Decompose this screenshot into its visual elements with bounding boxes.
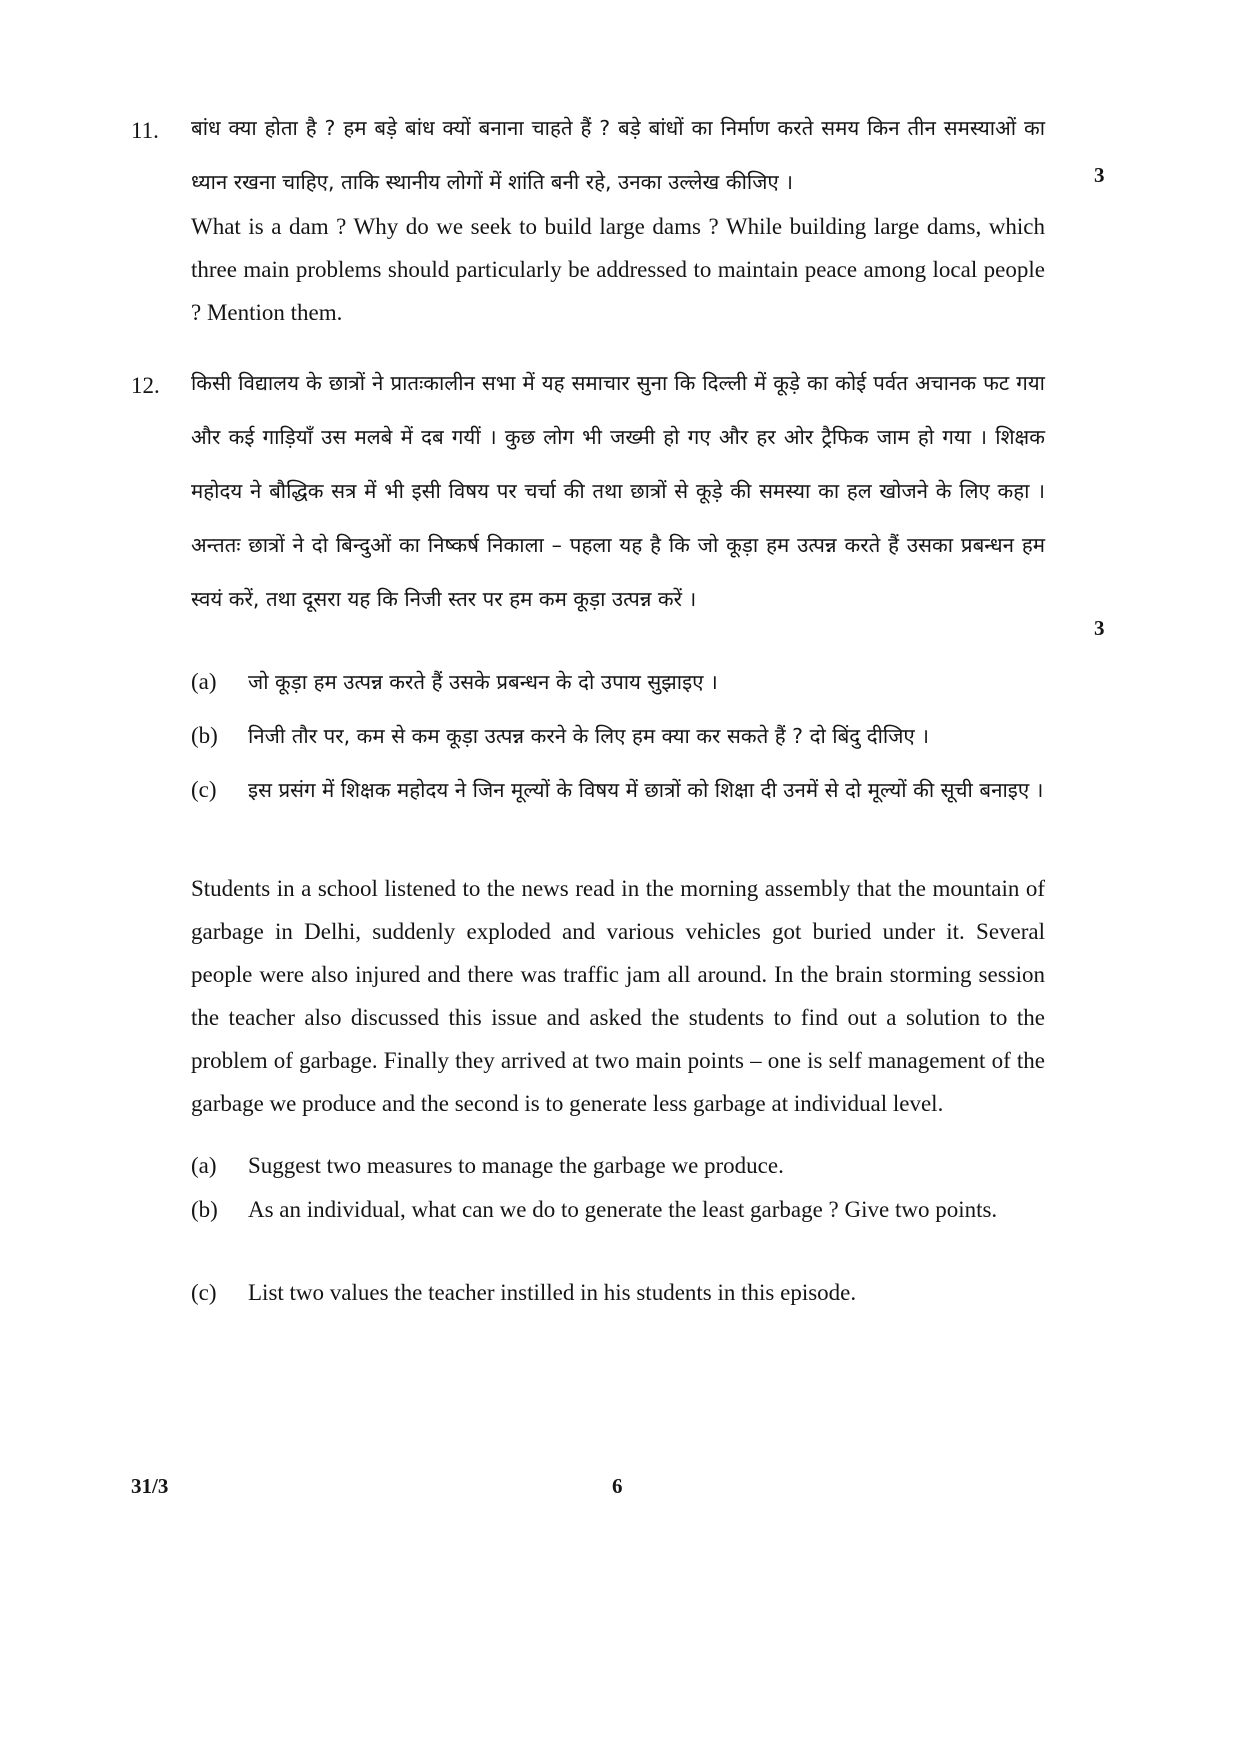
question-11-number: 11. [131, 118, 159, 143]
part-label: (c) [191, 1280, 217, 1305]
question-11-english-text: What is a dam ? Why do we seek to build large dams ? While building large dams, which three main problems should particularly be addressed to maintain peace among local people ? Mention them. [191, 214, 1045, 325]
part-text: जो कूड़ा हम उत्पन्न करते हैं उसके प्रबन्धन के दो उपाय सुझाइए । [248, 670, 718, 694]
question-12-marks: 3 [1094, 616, 1105, 640]
part-text: List two values the teacher instilled in his students in this episode. [248, 1280, 857, 1305]
part-label: (a) [191, 1153, 217, 1178]
question-12-english-text: Students in a school listened to the news read in the morning assembly that the mountain of garbage in Delhi, suddenly exploded and various vehicles got buried under it. Several people were also injured and there was traffic jam all around. In the brain storming session the teacher also discussed this issue and asked the students to find out a solution to the problem of garbage. Finally they arrived at two main points – one is self management of the garbage we produce and the second is to generate less garbage at individual level. [191, 876, 1045, 1116]
part-text: निजी तौर पर, कम से कम कूड़ा उत्पन्न करने के लिए हम क्या कर सकते हैं ? दो बिंदु दीजिए । [248, 724, 930, 748]
part-label: (b) [191, 723, 218, 748]
part-label: (c) [191, 777, 217, 802]
part-label: (b) [191, 1197, 218, 1222]
question-11-marks: 3 [1094, 163, 1105, 187]
question-12-hindi-text: किसी विद्यालय के छात्रों ने प्रातःकालीन सभा में यह समाचार सुना कि दिल्ली में कूड़े का कोई पर्वत अचानक फट गया और कई गाड़ियाँ उस मलबे में दब गयीं । कुछ लोग भी जख्मी हो गए और हर ओर ट्रैफिक जाम हो गया । शिक्षक महोदय ने बौद्धिक सत्र में भी इसी विषय पर चर्चा की तथा छात्रों से कूड़े की समस्या का हल खोजने के लिए कहा । अन्ततः छात्रों ने दो बिन्दुओं का निष्कर्ष निकाला – पहला यह है कि जो कूड़ा हम उत्पन्न करते हैं उसका प्रबन्धन हम स्वयं करें, तथा दूसरा यह कि निजी स्तर पर हम कम कूड़ा उत्पन्न करें । [191, 371, 1045, 611]
question-11-hindi-text: बांध क्या होता है ? हम बड़े बांध क्यों बनाना चाहते हैं ? बड़े बांधों का निर्माण करते समय किन तीन समस्याओं का ध्यान रखना चाहिए, ताकि स्थानीय लोगों में शांति बनी रहे, उनका उल्लेख कीजिए । [191, 116, 1045, 194]
question-12-number: 12. [131, 373, 160, 398]
part-text: As an individual, what can we do to generate the least garbage ? Give two points. [248, 1197, 998, 1222]
part-label: (a) [191, 669, 217, 694]
part-text: इस प्रसंग में शिक्षक महोदय ने जिन मूल्यों के विषय में छात्रों को शिक्षा दी उनमें से दो मूल्यों की सूची बनाइए । [248, 778, 1044, 802]
paper-code: 31/3 [131, 1474, 169, 1498]
part-text: Suggest two measures to manage the garbage we produce. [248, 1153, 784, 1178]
page-number: 6 [612, 1474, 623, 1498]
